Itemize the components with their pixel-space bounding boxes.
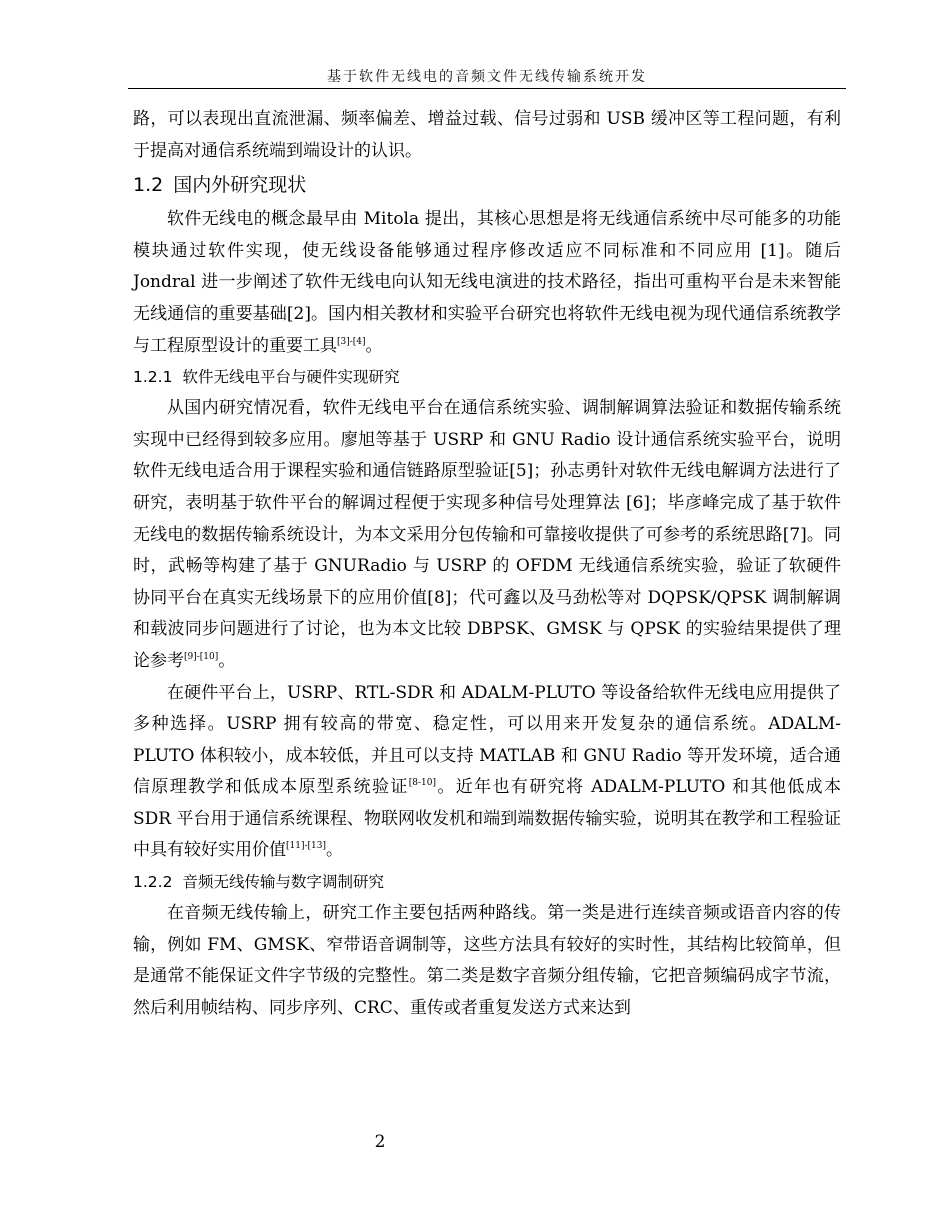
citation: [8-10]: [408, 778, 437, 789]
running-header: 基于软件无线电的音频文件无线传输系统开发: [327, 69, 647, 85]
paragraph-text: 软件无线电的概念最早由 Mitola 提出，其核心思想是将无线通信系统中尽可能多的功能模块通过软件实现，使无线设备能够通过程序修改适应不同标准和不同应用 [1]。随后 Jondral 进一步阐述了软件无线电向认知无线电演进的技术路径，指出可重构平台是未来智能无线通信的重要基础[2]。国内相关教材和实验平台研究也将软件无线电视为现代通信系统教学与工程原型设计的重要工具: [133, 209, 841, 356]
paragraph-text-tail: 。: [218, 650, 236, 671]
paragraph-sdr-concept: [133, 204, 841, 362]
subsection-heading-1-2-1: [133, 362, 841, 393]
subsection-number: 1.2.2: [133, 873, 173, 892]
subsection-heading-1-2-2: [133, 867, 841, 898]
paragraph-text-middle: 。近年也有研究将 ADALM-PLUTO 和其他低成本 SDR 平台用于通信系统课程、物联网收发机和端到端数据传输实验，说明其在教学和工程验证中具有较好实用价值: [133, 777, 841, 861]
paragraph-text-tail: 。: [365, 335, 383, 356]
paragraph-text: 从国内研究情况看，软件无线电平台在通信系统实验、调制解调算法验证和数据传输系统实现中已经得到较多应用。廖旭等基于 USRP 和 GNU Radio 设计通信系统实验平台，说明软件无线电适合用于课程实验和通信链路原型验证[5]；孙志勇针对软件无线电解调方法进行了研究，表明基于软件平台的解调过程便于实现多种信号处理算法 [6]；毕彦峰完成了基于软件无线电的数据传输系统设计，为本文采用分包传输和可靠接收提供了可参考的系统思路[7]。同时，武畅等构建了基于 GNURadio 与 USRP 的 OFDM 无线通信系统实验，验证了软硬件协同平台在真实无线场景下的应用价值[8]；代可鑫以及马劲松等对 DQPSK/QPSK 调制解调和载波同步问题进行了讨论，也为本文比较 DBPSK、GMSK 与 QPSK 的实验结果提供了理论参考: [133, 398, 842, 671]
paragraph-domestic-research: [133, 393, 841, 677]
subsection-title: 软件无线电平台与硬件实现研究: [182, 368, 400, 387]
section-number: 1.2: [133, 174, 164, 197]
section-heading-1-2: [133, 170, 841, 200]
subsection-title: 音频无线传输与数字调制研究: [182, 873, 384, 892]
citation: [9]-[10]: [184, 651, 219, 662]
paragraph-text: 在硬件平台上，USRP、RTL-SDR 和 ADALM-PLUTO 等设备给软件无线电应用提供了多种选择。USRP 拥有较高的带宽、稳定性，可以用来开发复杂的通信系统。ADALM-PLUTO 体积较小，成本较低，并且可以支持 MATLAB 和 GNU Radio 等开发环境，适合通信原理教学和低成本原型系统验证: [133, 682, 841, 798]
section-title: 国内外研究现状: [173, 174, 307, 197]
page-number: 2: [374, 1132, 386, 1152]
paragraph-audio-transmission: 在音频无线传输上，研究工作主要包括两种路线。第一类是进行连续音频或语音内容的传输，例如 FM、GMSK、窄带语音调制等，这些方法具有较好的实时性，其结构比较简单，但是通常不能保证文件字节级的完整性。第二类是数字音频分组传输，它把音频编码成字节流，然后利用帧结构、同步序列、CRC、重传或者重复发送方式来达到: [133, 903, 841, 1018]
citation: [11]-[13]: [286, 841, 326, 852]
paragraph-text-tail: 。: [326, 840, 343, 861]
citation: [3]-[4]: [337, 336, 366, 347]
header-rule: [128, 88, 846, 89]
subsection-number: 1.2.1: [133, 368, 173, 387]
paragraph-hardware-platforms: [133, 678, 841, 868]
page-body: [133, 104, 841, 1024]
paragraph-continued: 路，可以表现出直流泄漏、频率偏差、增益过载、信号过弱和 USB 缓冲区等工程问题，有利于提高对通信系统端到端设计的认识。: [133, 109, 841, 161]
